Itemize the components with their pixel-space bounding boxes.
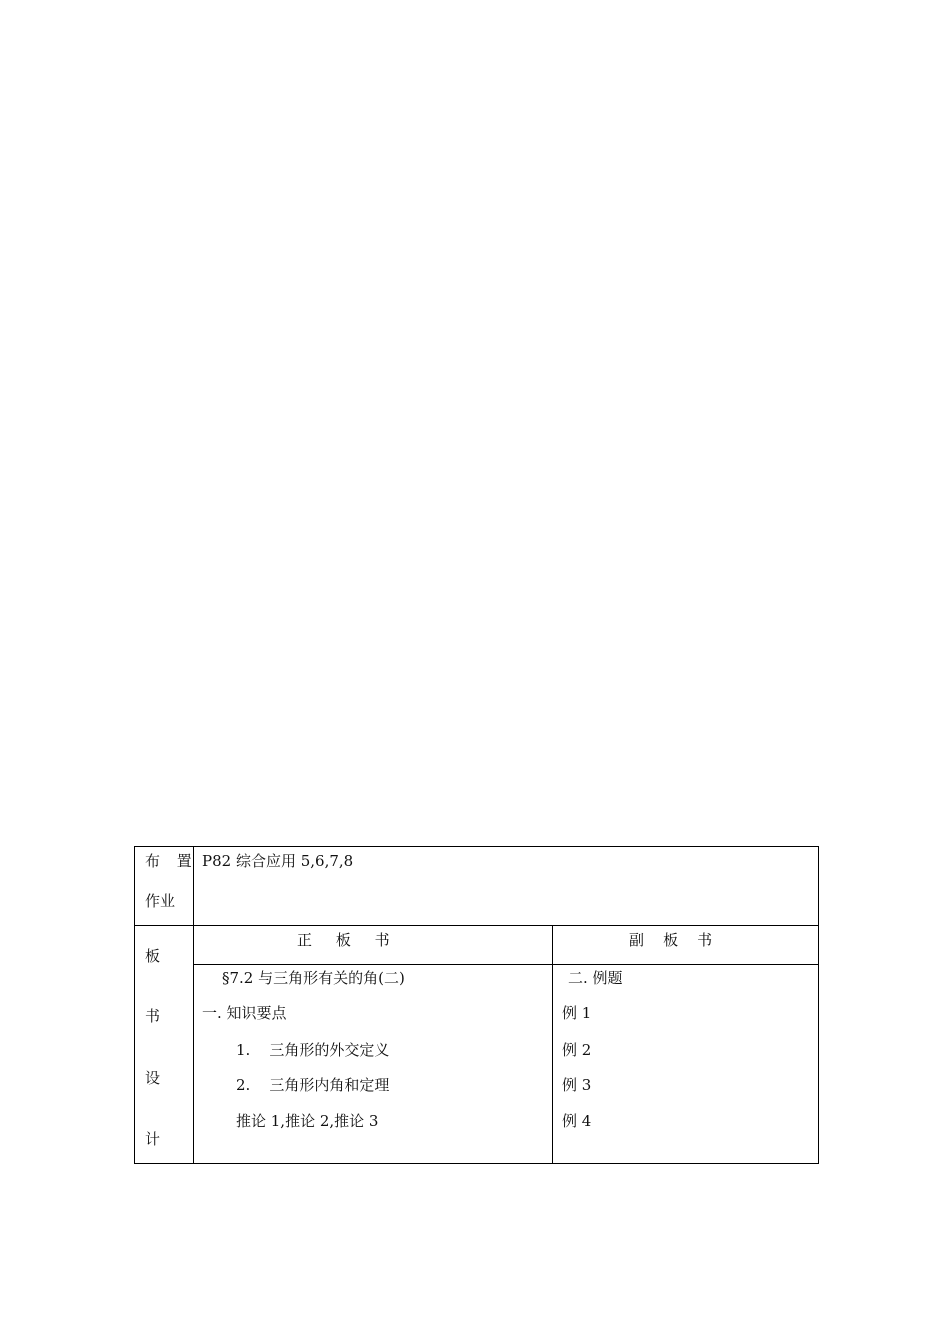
side-board-example: 例 1 (562, 1004, 592, 1022)
lesson-plan-table (134, 846, 819, 1164)
homework-content: P82 综合应用 5,6,7,8 (202, 852, 354, 870)
homework-label-line2: 作业 (145, 892, 176, 910)
side-board-section: 二. 例题 (568, 969, 623, 987)
main-board-title: §7.2 与三角形有关的角(二) (222, 969, 405, 987)
board-label-char: 书 (145, 1007, 161, 1025)
main-board-item: 1. 三角形的外交定义 (236, 1041, 390, 1059)
side-board-example: 例 4 (562, 1112, 592, 1130)
main-board-item: 2. 三角形内角和定理 (236, 1076, 390, 1094)
divider-vertical-label (193, 847, 194, 1163)
board-label-char: 设 (145, 1069, 161, 1087)
homework-label-line1: 布 置 (145, 852, 198, 870)
side-board-header: 副 板 书 (629, 931, 713, 949)
divider-horizontal-board-header (193, 964, 818, 965)
divider-vertical-board (552, 925, 553, 1163)
board-label-char: 板 (145, 947, 161, 965)
board-label-char: 计 (145, 1130, 161, 1148)
side-board-example: 例 3 (562, 1076, 592, 1094)
divider-horizontal-homework (135, 925, 818, 926)
main-board-header: 正 板 书 (297, 931, 390, 949)
side-board-example: 例 2 (562, 1041, 592, 1059)
main-board-corollaries: 推论 1,推论 2,推论 3 (236, 1112, 379, 1130)
main-board-section: 一. 知识要点 (202, 1004, 287, 1022)
